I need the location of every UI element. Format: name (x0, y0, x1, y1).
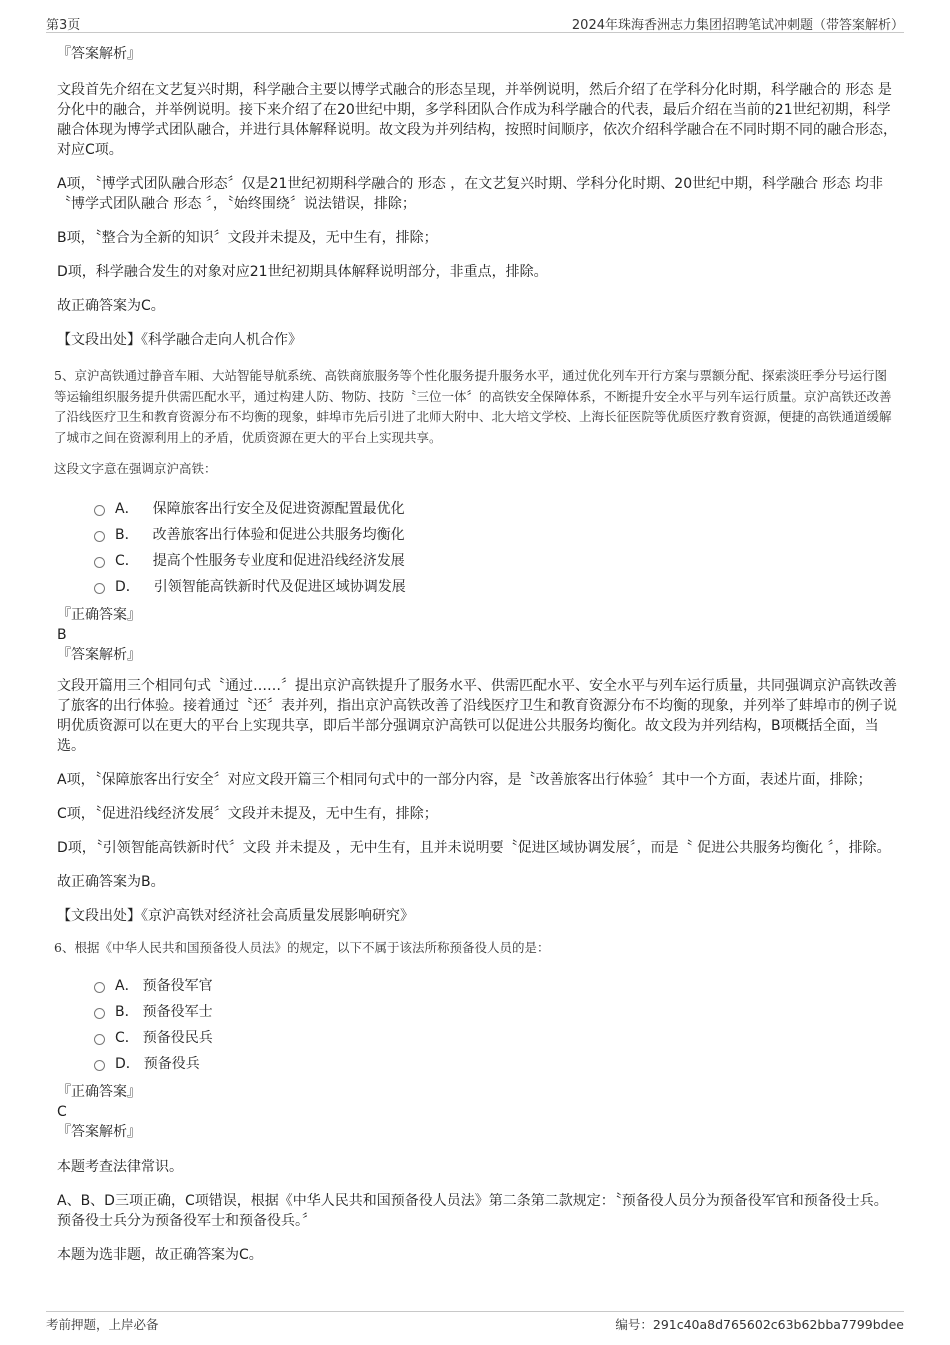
page-header (46, 10, 904, 33)
question-6 (54, 938, 897, 1076)
option-list (94, 495, 897, 599)
footer-slogan: 考前押题，上岸必备 (46, 1317, 159, 1332)
radio-icon[interactable] (94, 531, 105, 542)
page-number: 第3页 (46, 18, 81, 33)
analysis-paragraph: B项，〝整合为全新的知识〞文段并未提及，无中生有，排除； (57, 230, 438, 246)
radio-icon[interactable] (94, 982, 105, 993)
analysis-paragraph: 本题考查法律常识。 (57, 1159, 183, 1175)
option-d[interactable] (94, 573, 897, 599)
analysis-label: 『答案解析』 (57, 1124, 141, 1140)
correct-answer-label: 『正确答案』 (57, 1084, 141, 1100)
option-b[interactable] (94, 521, 897, 547)
option-text: 引领智能高铁新时代及促进区域协调发展 (153, 579, 406, 595)
document-title: 2024年珠海香洲志力集团招聘笔试冲刺题（带答案解析） (571, 18, 904, 33)
document-id: 编号：291c40a8d765602c63b62bba7799bdee (615, 1317, 904, 1332)
correct-answer-label: 『正确答案』 (57, 607, 141, 623)
radio-icon[interactable] (94, 505, 105, 516)
analysis-paragraph: 故正确答案为C。 (57, 298, 165, 314)
document-body (54, 44, 897, 1279)
option-letter: B． (115, 527, 139, 543)
question-5 (54, 366, 897, 599)
option-text: 预备役民兵 (142, 1030, 213, 1046)
option-letter: D． (115, 1056, 140, 1072)
option-letter: C． (115, 553, 139, 569)
option-letter: B． (115, 1004, 139, 1020)
analysis-paragraph: D项，〝引领智能高铁新时代〞文段 并未提及 ，无中生有，且并未说明要〝促进区域协调发展〞，而是〝 促进公共服务均衡化 〞，排除。 (57, 840, 891, 856)
radio-icon[interactable] (94, 583, 105, 594)
option-letter: A． (115, 501, 139, 517)
option-text: 预备役兵 (143, 1056, 200, 1072)
analysis-paragraph: 故正确答案为B。 (57, 874, 165, 890)
radio-icon[interactable] (94, 1034, 105, 1045)
passage-source: 【文段出处】《科学融合走向人机合作》 (57, 332, 302, 348)
correct-answer: B (57, 627, 67, 643)
option-b[interactable] (94, 998, 897, 1024)
passage-source: 【文段出处】《京沪高铁对经济社会高质量发展影响研究》 (57, 908, 414, 924)
radio-icon[interactable] (94, 1008, 105, 1019)
question-prompt: 这段文字意在强调京沪高铁： (54, 461, 217, 476)
radio-icon[interactable] (94, 1060, 105, 1071)
option-a[interactable] (94, 495, 897, 521)
option-letter: A． (115, 978, 139, 994)
option-c[interactable] (94, 547, 897, 573)
correct-answer: C (57, 1104, 67, 1120)
analysis-label: 『答案解析』 (57, 647, 141, 663)
option-c[interactable] (94, 1024, 897, 1050)
analysis-paragraph: 本题为选非题，故正确答案为C。 (57, 1247, 263, 1263)
analysis-paragraph: 文段开篇用三个相同句式〝通过……〞提出京沪高铁提升了服务水平、供需匹配水平、安全水平与列车运行质量，共同强调京沪高铁改善了旅客的出行体验。接着通过〝还〞表并列，指出京沪高铁改善了沿线医疗卫生和教育资源分布不均衡的现象，并列举了蚌埠市的例子说明优质资源可以在更大的平台上实现共享，即后半部分强调京沪高铁可以促进公共服务均衡化。故文段为并列结构，B项概括全面，当选。 (57, 678, 897, 754)
analysis-label: 『答案解析』 (57, 46, 141, 62)
question-text: 6、根据《中华人民共和国预备役人员法》的规定，以下不属于该法所称预备役人员的是： (54, 940, 550, 955)
option-text: 提高个性服务专业度和促进沿线经济发展 (152, 553, 405, 569)
option-list (94, 972, 897, 1076)
option-text: 改善旅客出行体验和促进公共服务均衡化 (152, 527, 405, 543)
option-text: 预备役军官 (142, 978, 213, 994)
analysis-paragraph: A项，〝保障旅客出行安全〞对应文段开篇三个相同句式中的一部分内容，是〝改善旅客出行体验〞其中一个方面，表述片面，排除； (57, 772, 872, 788)
option-a[interactable] (94, 972, 897, 998)
option-d[interactable] (94, 1050, 897, 1076)
option-text: 保障旅客出行安全及促进资源配置最优化 (152, 501, 405, 517)
question-text: 5、京沪高铁通过静音车厢、大站智能导航系统、高铁商旅服务等个性化服务提升服务水平，通过优化列车开行方案与票额分配、探索淡旺季分号运行图等运输组织服务提升供需匹配水平，通过构建人防、物防、技防〝三位一体〞的高铁安全保障体系，不断提升安全水平与列车运行质量。京沪高铁还改善了沿线医疗卫生和教育资源分布不均衡的现象，蚌埠市先后引进了北师大附中、北大培文学校、上海长征医院等优质医疗教育资源，便捷的高铁通道缓解了城市之间在资源利用上的矛盾，优质资源在更大的平台上实现共享。 (54, 368, 892, 445)
analysis-paragraph: C项，〝促进沿线经济发展〞文段并未提及，无中生有，排除； (57, 806, 438, 822)
analysis-paragraph: A项，〝博学式团队融合形态〞仅是21世纪初期科学融合的 形态 ，在文艺复兴时期、学科分化时期、20世纪中期，科学融合 形态 均非〝博学式团队融合 形态 〞，〝始终围绕〞说法错误，排除； (57, 176, 884, 212)
option-text: 预备役军士 (142, 1004, 213, 1020)
option-letter: C． (115, 1030, 139, 1046)
analysis-paragraph: A、B、D三项正确，C项错误，根据《中华人民共和国预备役人员法》第二条第二款规定：〝预备役人员分为预备役军官和预备役士兵。预备役士兵分为预备役军士和预备役兵。〞 (57, 1193, 888, 1229)
option-letter: D． (115, 579, 140, 595)
radio-icon[interactable] (94, 557, 105, 568)
page-footer (46, 1311, 904, 1336)
analysis-paragraph: D项，科学融合发生的对象对应21世纪初期具体解释说明部分，非重点，排除。 (57, 264, 548, 280)
analysis-paragraph: 文段首先介绍在文艺复兴时期，科学融合主要以博学式融合的形态呈现，并举例说明，然后介绍了在学科分化时期，科学融合的 形态 是分化中的融合，并举例说明。接下来介绍了在20世纪中期，多学科团队合作成为科学融合的代表，最后介绍在当前的21世纪初期，科学融合体现为博学式团队融合，并进行具体解释说明。故文段为并列结构，按照时间顺序，依次介绍科学融合在不同时期不同的融合形态，对应C项。 (57, 82, 897, 158)
